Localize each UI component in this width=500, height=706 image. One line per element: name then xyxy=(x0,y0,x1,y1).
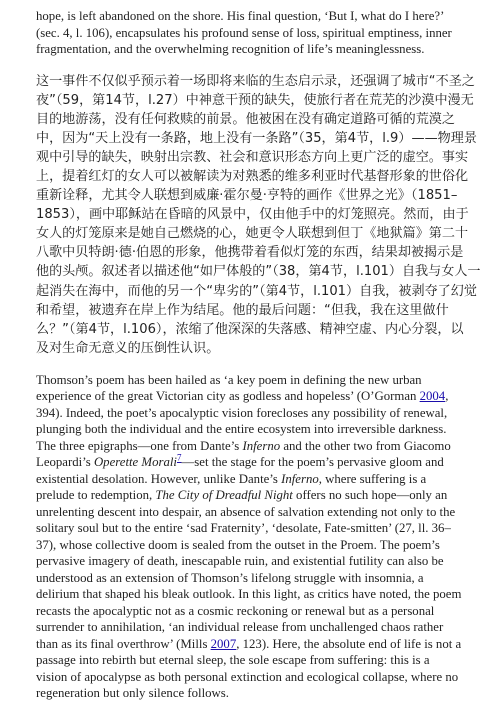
text-segment: experience of the great Victorian city as godless and hopeless’ (O’Gorman xyxy=(36,389,420,404)
paragraph-english-2 xyxy=(36,372,476,702)
text-segment: , 123). Here, the absolute end of life is not a xyxy=(236,636,462,651)
text-line: The three epigraphs—one from Dante’s Inferno and the other two from Giacomo xyxy=(36,438,451,453)
text-line: plunging both the individual and the entire ecosystem into irreversible darkness. xyxy=(36,422,447,437)
text-line: Thomson’s poem has been hailed as ‘a key poem in defining the new urban xyxy=(36,372,422,387)
title-italic: Operette Morali xyxy=(93,455,177,470)
text-line: fragmentation, and the overwhelming recognition of life’s meaninglessness. xyxy=(36,42,425,56)
text-line: 目的地游荡，没有任何救赎的前景。他被困在没有确定道路可循的荒漠之 xyxy=(36,111,455,127)
text-line xyxy=(36,454,476,471)
text-line: 中，因为“天上没有一条路，地上没有一条路”（35，第4节，l.9）——物理景 xyxy=(36,130,477,146)
text-line: recasts the apocalyptic not as a cosmic reckoning or renewal but as a personal xyxy=(36,603,435,618)
text-line: 夜”（59，第14节，l.27）中神意干预的缺失，使旅行者在荒芜的沙漠中漫无 xyxy=(36,92,474,108)
text-line: 这一事件不仅似乎预示着一场即将来临的生态启示录，还强调了城市“不圣之 xyxy=(36,73,475,89)
text-line: 八歌中贝特朗·德·伯恩的形象，他携带着看似灯笼的东西，结果却被揭示是 xyxy=(36,245,464,261)
paragraph-chinese xyxy=(36,72,481,358)
text-line: vision of apocalypse as both personal extinction and ecological collapse, where no xyxy=(36,669,459,684)
text-line xyxy=(36,471,476,488)
text-line: understood as an extension of Thomson’s lifelong struggle with insomnia, a xyxy=(36,570,424,585)
paragraph-english-1 xyxy=(36,8,476,58)
text-line: 上，提着红灯的女人可以被解读为对熟悉的维多利亚时代基督形象的世俗化 xyxy=(36,168,469,184)
text-line: 么？”（第4节，l.106），浓缩了他深深的失落感、精神空虚、内心分裂，以 xyxy=(36,321,464,337)
text-segment: prelude to redemption, xyxy=(36,488,156,503)
text-line: 观中引导的缺失，映射出宗教、社会和意识形态方向上更广泛的虚空。事实 xyxy=(36,149,469,165)
text-line xyxy=(36,487,476,504)
text-segment: than as its final overthrow’ (Mills xyxy=(36,636,211,651)
footnote-link-7[interactable]: 7 xyxy=(176,453,182,464)
text-line: 他的头颅。叙述者以描述他“如尸体般的”（38，第4节，l.101）自我与女人一 xyxy=(36,264,481,280)
text-line: pervasive imagery of death, inescapable ruin, and existential futility can also be xyxy=(36,554,444,569)
text-line: hope, is left abandoned on the shore. His final question, ‘But I, what do I here?’ xyxy=(36,9,445,23)
text-line: 重新诠释，尤其令人联想到威廉·霍尔曼·亨特的画作《世界之光》（1851– xyxy=(36,188,458,204)
text-line xyxy=(36,388,476,405)
text-segment: offers no such hope—only an xyxy=(292,488,448,503)
text-line: 起消失在海中，而他的另一个“卑劣的”（第4节，l.101）自我，被剥夺了幻觉 xyxy=(36,283,477,299)
text-line: 及对生命无意义的压倒性认识。 xyxy=(36,340,220,356)
text-segment: , xyxy=(445,389,449,404)
text-line: 女人的灯笼原来是她自己燃烧的心，她更令人联想到但丁《地狱篇》第二十 xyxy=(36,226,469,242)
citation-link-mills-2007[interactable]: 2007 xyxy=(210,636,237,651)
text-line: delirium that shaped his bleak outlook. In this light, as critics have noted, the poem xyxy=(36,587,462,602)
text-line: surrender to annihilation, ‘an individual release from unchallenged chaos rather xyxy=(36,620,444,635)
text-line: (sec. 4, l. 106), encapsulates his profound sense of loss, spiritual emptiness, inner xyxy=(36,25,452,40)
text-line: unrelenting descent into despair, an absence of salvation extending not only to the xyxy=(36,504,456,519)
citation-link-ogorman-2004[interactable]: 2004 xyxy=(419,389,446,404)
text-segment: Leopardi’s xyxy=(36,455,94,470)
text-segment: , where suffering is a xyxy=(318,471,427,486)
text-segment: —set the stage for the poem’s pervasive gloom and xyxy=(181,455,444,470)
text-line: 37), whose collective doom is sealed from the outset in the Proem. The poem’s xyxy=(36,537,440,552)
title-italic: Inferno xyxy=(281,471,319,486)
text-line: solitary soul but to the entire ‘sad Fraternity’, ‘desolate, Fate-smitten’ (27, ll. 36– xyxy=(36,521,451,536)
text-line: regeneration but only silence follows. xyxy=(36,686,229,701)
text-line: 和希望，被遗弃在岸上作为结尾。他的最后问题：“但我，我在这里做什 xyxy=(36,302,449,318)
text-line: 394). Indeed, the poet’s apocalyptic vision forecloses any possibility of renewal, xyxy=(36,405,448,420)
text-line xyxy=(36,636,476,653)
text-segment: existential desolation. However, unlike Dante’s xyxy=(36,471,282,486)
text-line: 1853），画中耶稣站在昏暗的风景中，仅由他手中的灯笼照亮。然而，由于 xyxy=(36,207,469,223)
text-line: passage into rebirth but eternal sleep, the sole escape from suffering: this is a xyxy=(36,653,430,668)
title-italic: The City of Dreadful Night xyxy=(155,488,293,503)
